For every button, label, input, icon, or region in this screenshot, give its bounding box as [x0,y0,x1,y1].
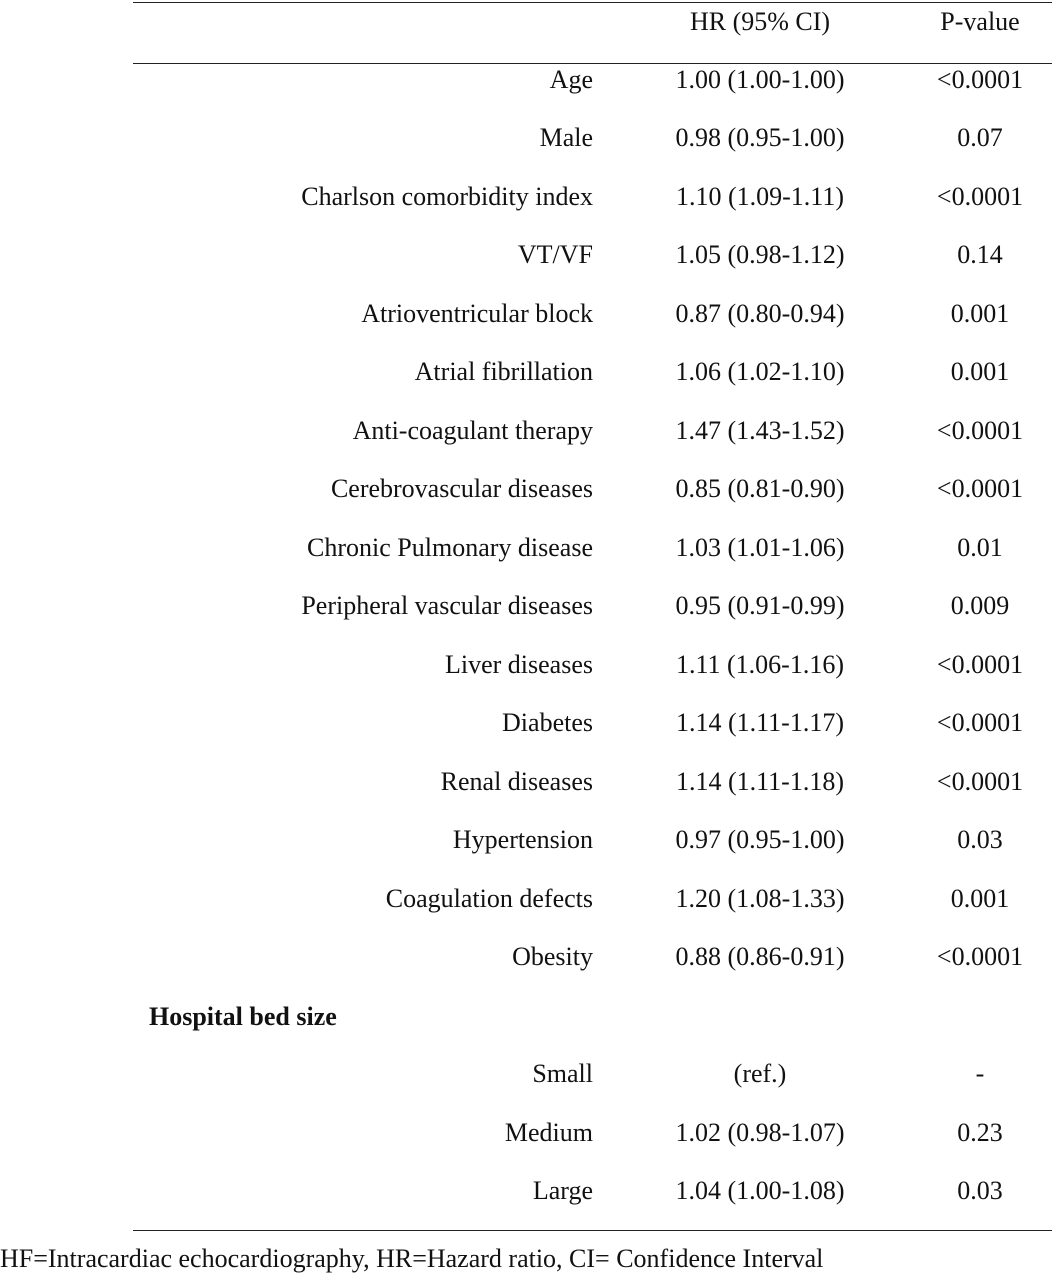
row-label: Chronic Pulmonary disease [307,533,593,562]
row-pvalue: <0.0001 [936,65,1024,94]
row-label: Atrial fibrillation [414,357,593,386]
row-hr: (ref.) [733,1059,787,1088]
table-row [133,762,1052,802]
row-pvalue: 0.14 [957,240,1003,269]
table-row [133,937,1052,977]
row-label: Liver diseases [444,650,593,679]
row-hr: 1.47 (1.43-1.52) [675,416,845,445]
header-hr: HR (95% CI) [689,7,831,36]
table-row [133,820,1052,860]
row-pvalue: 0.001 [950,299,1010,328]
row-label: Age [549,65,593,94]
row-hr: 1.05 (0.98-1.12) [675,240,845,269]
table-top-rule [133,2,1052,3]
row-hr: 1.03 (1.01-1.06) [675,533,845,562]
table-row [133,177,1052,217]
header-pvalue: P-value [940,7,1020,36]
table-row [133,60,1052,100]
section-heading-hospital-bed-size: Hospital bed size [149,1002,337,1031]
row-label: Hypertension [452,825,593,854]
table-row [133,703,1052,743]
row-pvalue: 0.23 [957,1118,1003,1147]
row-hr: 1.06 (1.02-1.10) [675,357,845,386]
row-label: Anti-coagulant therapy [352,416,593,445]
row-pvalue: 0.001 [950,357,1010,386]
row-label: Cerebrovascular diseases [330,474,593,503]
table-row [133,1113,1052,1153]
table-footnote: HF=Intracardiac echocardiography, HR=Hazard ratio, CI= Confidence Interval [0,1244,824,1273]
row-hr: 1.14 (1.11-1.18) [675,767,844,796]
row-label: Peripheral vascular diseases [301,591,593,620]
row-label: VT/VF [517,240,593,269]
row-label: Coagulation defects [385,884,593,913]
row-pvalue: <0.0001 [936,942,1024,971]
row-hr: 1.10 (1.09-1.11) [675,182,844,211]
row-pvalue: 0.03 [957,1176,1003,1205]
table-bottom-rule [133,1230,1052,1231]
table-row [133,586,1052,626]
row-label: Diabetes [502,708,593,737]
table-row [133,294,1052,334]
row-hr: 1.02 (0.98-1.07) [675,1118,845,1147]
row-pvalue: 0.07 [957,123,1003,152]
row-pvalue: <0.0001 [936,474,1024,503]
row-pvalue: 0.009 [950,591,1010,620]
row-label: Obesity [512,942,593,971]
row-pvalue: 0.001 [950,884,1010,913]
row-pvalue: <0.0001 [936,767,1024,796]
row-pvalue: <0.0001 [936,708,1024,737]
row-hr: 0.98 (0.95-1.00) [675,123,845,152]
row-label: Medium [504,1118,593,1147]
row-hr: 1.00 (1.00-1.00) [675,65,845,94]
row-hr: 1.04 (1.00-1.08) [675,1176,845,1205]
row-hr: 1.11 (1.06-1.16) [675,650,844,679]
row-pvalue: <0.0001 [936,650,1024,679]
table-row [133,645,1052,685]
row-label: Large [532,1176,593,1205]
row-label: Small [532,1059,593,1088]
row-hr: 0.95 (0.91-0.99) [675,591,845,620]
table-row [133,469,1052,509]
row-pvalue: <0.0001 [936,416,1024,445]
row-pvalue: 0.03 [957,825,1003,854]
row-pvalue: 0.01 [957,533,1003,562]
row-label: Atrioventricular block [361,299,593,328]
row-hr: 0.88 (0.86-0.91) [675,942,845,971]
table-row [133,352,1052,392]
row-hr: 0.85 (0.81-0.90) [675,474,845,503]
table-row [133,235,1052,275]
row-label: Renal diseases [440,767,593,796]
table-row [133,1054,1052,1094]
row-hr: 0.87 (0.80-0.94) [675,299,845,328]
row-pvalue: - [975,1059,985,1088]
row-pvalue: <0.0001 [936,182,1024,211]
row-label: Charlson comorbidity index [301,182,593,211]
row-hr: 1.20 (1.08-1.33) [675,884,845,913]
row-label: Male [539,123,593,152]
table-row [133,528,1052,568]
table-row [133,118,1052,158]
row-hr: 0.97 (0.95-1.00) [675,825,845,854]
row-hr: 1.14 (1.11-1.17) [675,708,844,737]
table-row [133,1171,1052,1211]
table-row [133,411,1052,451]
table-row [133,879,1052,919]
